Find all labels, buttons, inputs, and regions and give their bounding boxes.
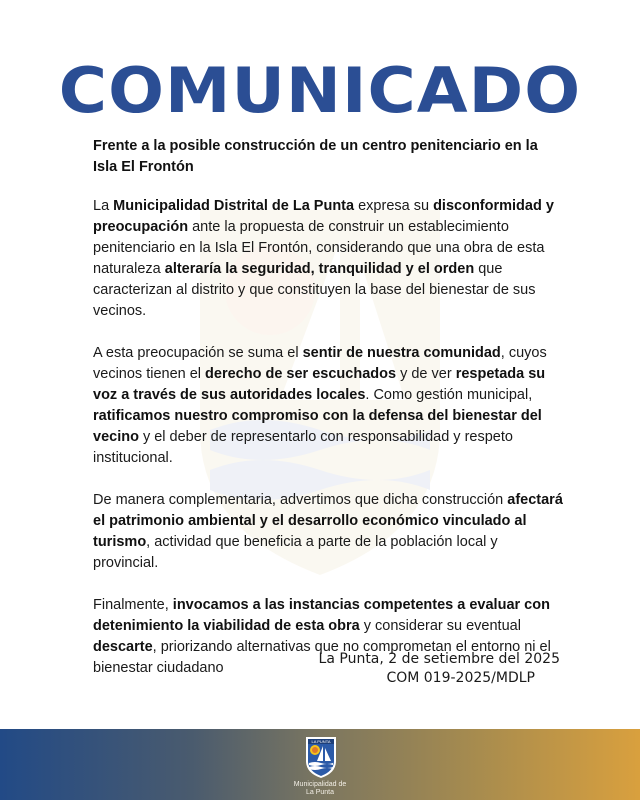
emphasis-text: derecho de ser escuchados: [205, 366, 397, 382]
body-text: . Como gestión municipal,: [365, 387, 533, 403]
signoff-block: [290, 650, 560, 688]
body-text: , cuyos vecinos tienen el: [93, 345, 547, 382]
body-text: A esta preocupación se suma el: [93, 345, 303, 361]
communique-body: [93, 136, 563, 700]
place-date: La Punta, 2 de setiembre del 2025: [318, 651, 560, 667]
emphasis-text: sentir de nuestra comunidad: [302, 345, 501, 361]
body-text: De manera complementaria, advertimos que dicha construcción: [93, 492, 508, 508]
document-code: COM 019-2025/MDLP: [386, 670, 535, 686]
footer-caption: [270, 781, 370, 797]
body-text: ante la propuesta de construir un establecimiento penitenciario en la Isla El Frontón, considerando que una obra de esta naturaleza: [93, 219, 545, 277]
body-text: La: [93, 198, 114, 214]
logo-banner-text: LA PUNTA: [311, 739, 331, 744]
emphasis-text: invocamos a las instancias competentes a evaluar con detenimiento la viabilidad de esta obra: [93, 597, 550, 634]
emphasis-text: respetada su voz a través de sus autoridades locales: [93, 366, 546, 403]
body-text: , actividad que beneficia a parte de la población local y provincial.: [93, 534, 498, 571]
caption-line-2: La Punta: [305, 789, 335, 796]
emphasis-text: descarte: [93, 639, 153, 655]
paragraph-3: [93, 490, 563, 574]
footer-gradient-bar: [0, 729, 640, 800]
la-punta-shield-icon: [304, 735, 338, 779]
subject-heading: Frente a la posible construcción de un centro penitenciario en la Isla El Frontón: [93, 138, 538, 175]
paragraph-2: [93, 343, 563, 469]
emphasis-text: ratificamos nuestro compromiso con la defensa del bienestar del vecino: [93, 408, 542, 445]
body-text: y considerar su eventual: [359, 618, 521, 634]
page-title: COMUNICADO: [58, 54, 582, 127]
emphasis-text: disconformidad y preocupación: [93, 198, 554, 235]
emphasis-text: Municipalidad Distrital de La Punta: [113, 198, 355, 214]
body-text: , priorizando alternativas que no comprometan el entorno ni el bienestar ciudadano: [93, 639, 551, 676]
body-text: y el deber de representarlo con responsabilidad y respeto institucional.: [93, 429, 513, 466]
body-text: y de ver: [396, 366, 456, 382]
body-text: que caracterizan al distrito y que constituyen la base del bienestar de sus vecinos.: [93, 261, 536, 319]
paragraph-1: [93, 196, 563, 322]
body-text: Finalmente,: [93, 597, 173, 613]
emphasis-text: alteraría la seguridad, tranquilidad y el orden: [164, 261, 475, 277]
caption-line-1: Municipalidad de: [293, 781, 347, 788]
body-text: expresa su: [354, 198, 434, 214]
emphasis-text: afectará el patrimonio ambiental y el desarrollo económico vinculado al turismo: [93, 492, 563, 550]
